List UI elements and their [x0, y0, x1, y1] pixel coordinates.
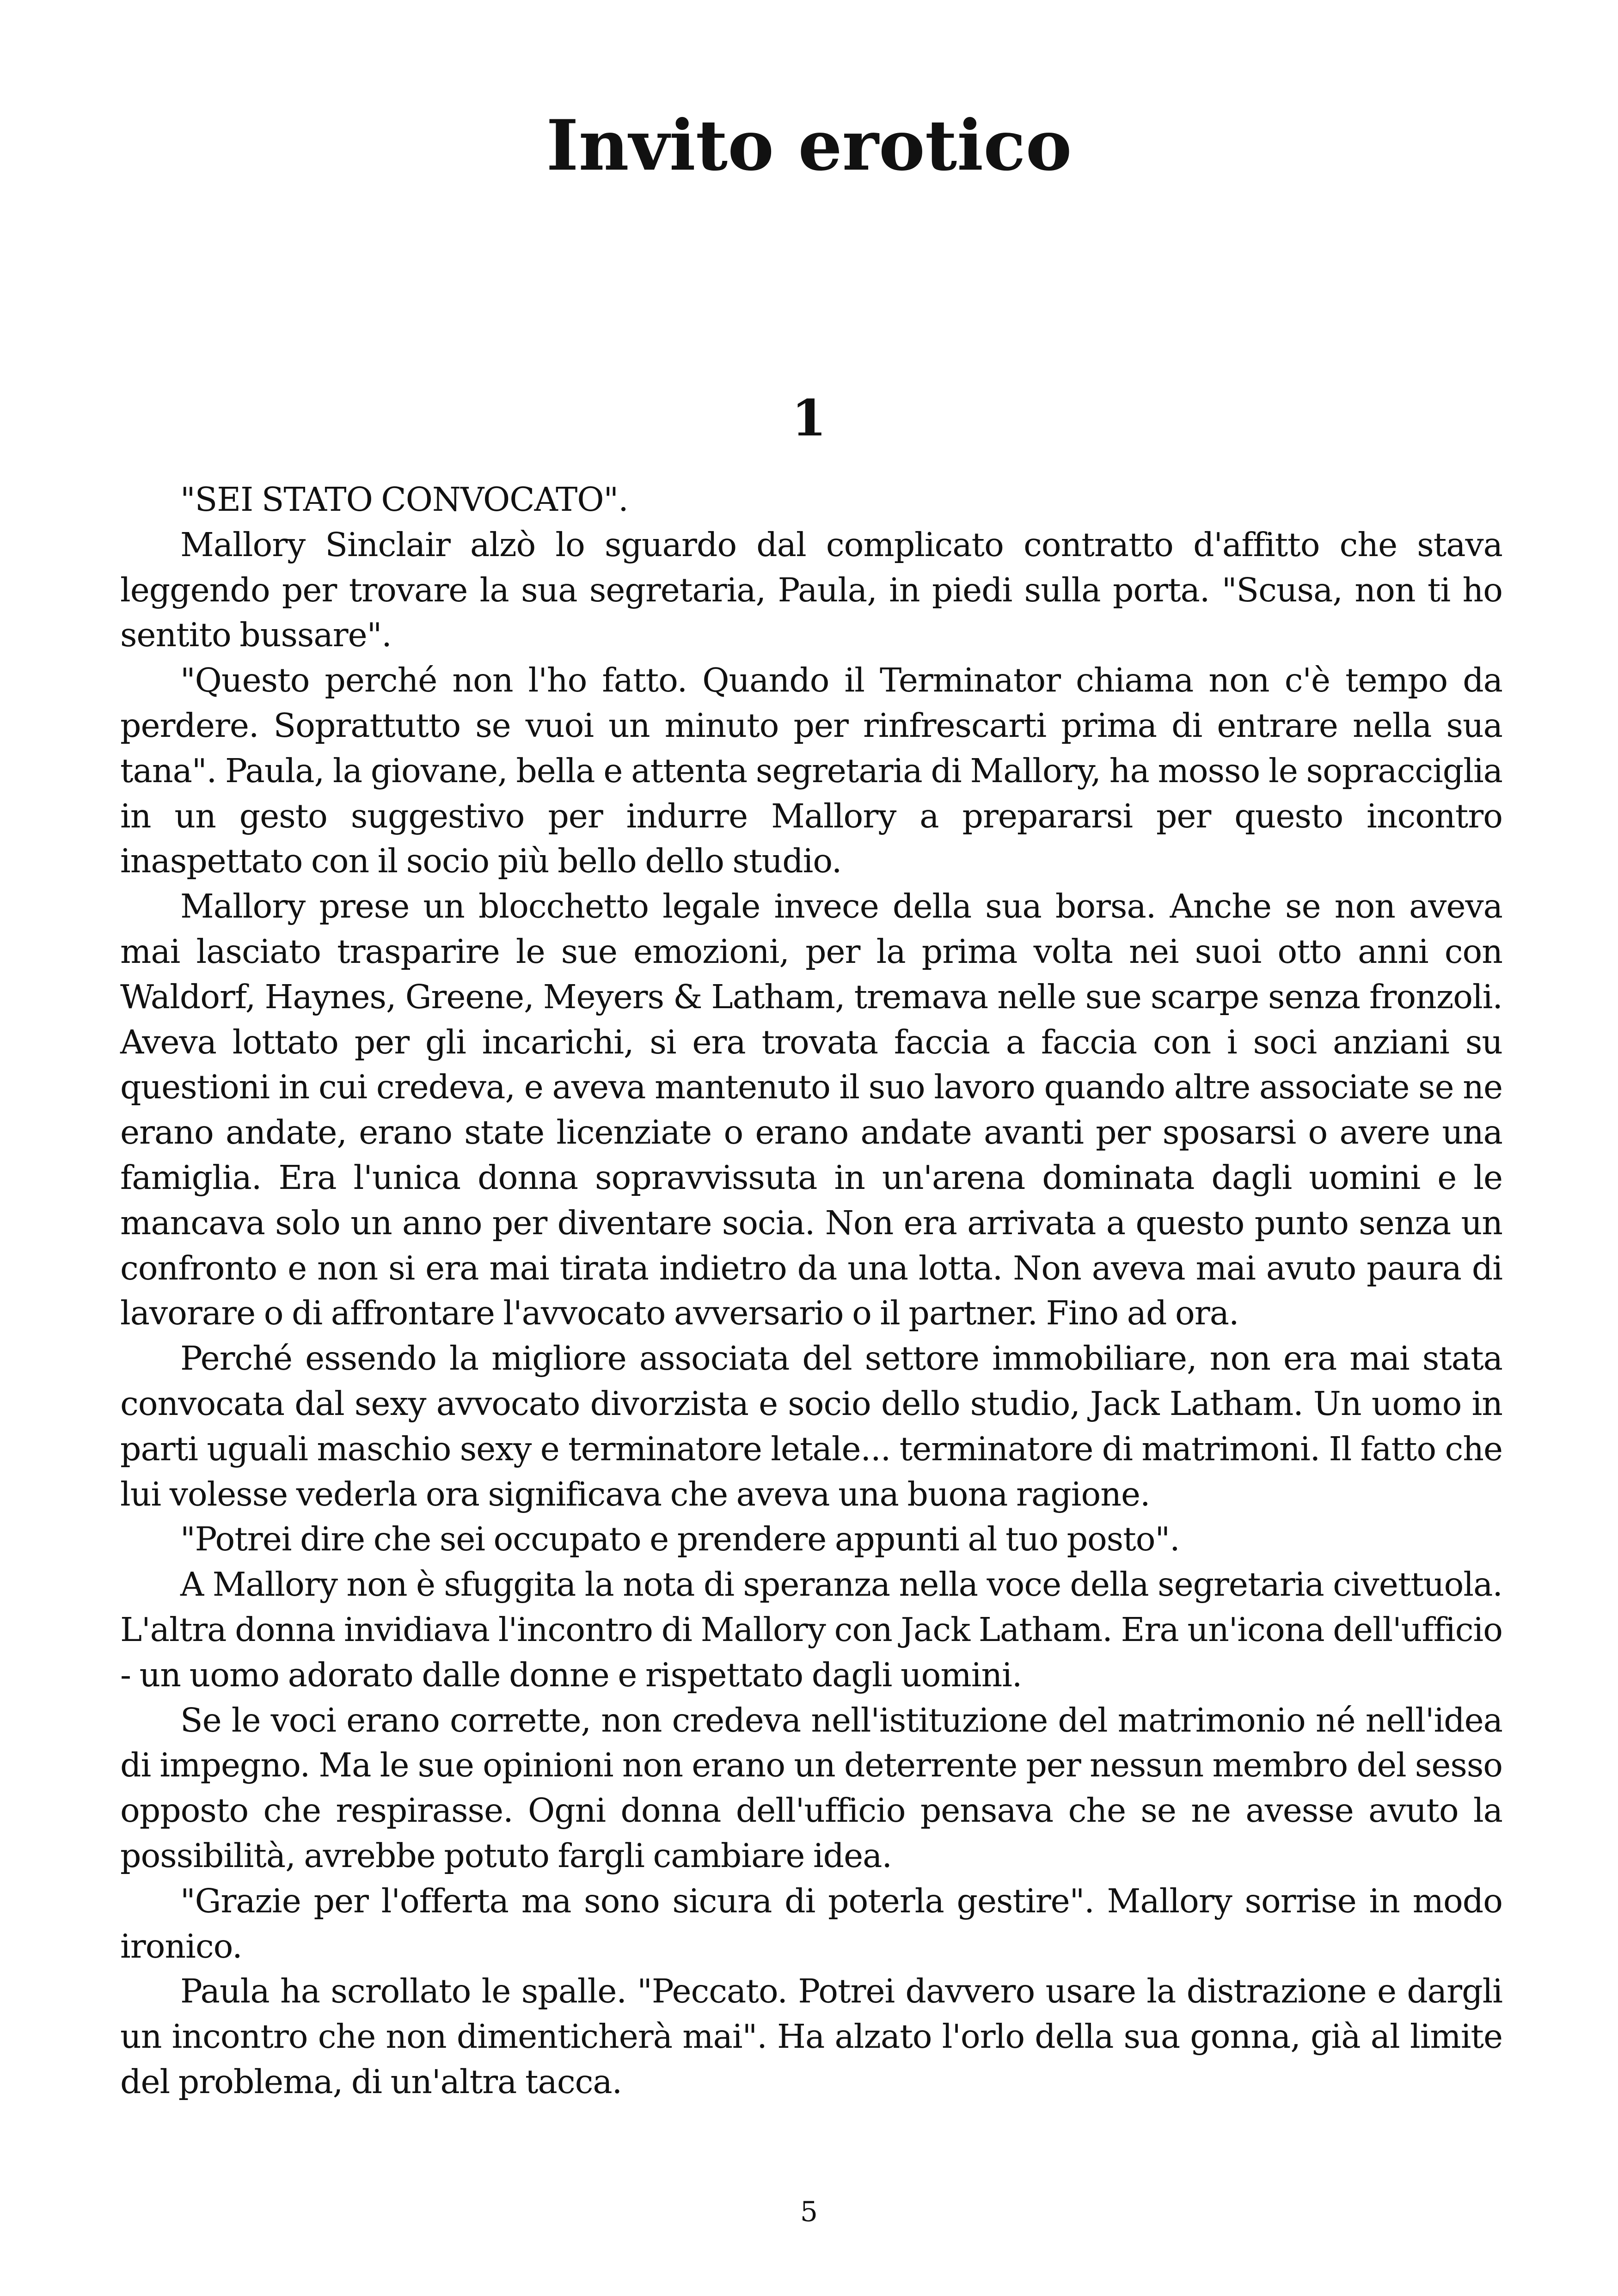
paragraph: Se le voci erano corrette, non credeva nell'istituzione del matrimonio né nell'idea di impegno. Ma le sue opinioni non erano un deterrente per nessun membro del sesso opposto che respirasse. Ogni donna dell'ufficio pensava che se ne avesse avuto la possibilità, avrebbe potuto fargli cambiare idea. [120, 1701, 1502, 1875]
paragraph: Mallory Sinclair alzò lo sguardo dal complicato contratto d'affitto che stava leggendo per trovare la sua segretaria, Paula, in piedi sulla porta. "Scusa, non ti ho sentito bussare". [120, 525, 1502, 655]
paragraph: Mallory prese un blocchetto legale invece della sua borsa. Anche se non aveva mai lasciato trasparire le sue emozioni, per la prima volta nei suoi otto anni con Waldorf, Haynes, Greene, Meyers & Latham, tremava nelle sue scarpe senza fronzoli. Aveva lottato per gli incarichi, si era trovata faccia a faccia con i soci anziani su questioni in cui credeva, e aveva mantenuto il suo lavoro quando altre associate se ne erano andate, erano state licenziate o erano andate avanti per sposarsi o avere una famiglia. Era l'unica donna sopravvissuta in un'arena dominata dagli uomini e le mancava solo un anno per diventare socia. Non era arrivata a questo punto senza un confronto e non si era mai tirata indietro da una lotta. Non aveva mai avuto paura di lavorare o di affrontare l'avvocato avversario o il partner. Fino ad ora. [120, 887, 1502, 1333]
book-title: Invito erotico [546, 105, 1072, 186]
chapter-number: 1 [791, 389, 827, 447]
paragraph: A Mallory non è sfuggita la nota di speranza nella voce della segretaria civettuola. L'altra donna invidiava l'incontro di Mallory con Jack Latham. Era un'icona dell'ufficio - un uomo adorato dalle donne e rispettato dagli uomini. [120, 1565, 1502, 1694]
paragraph: Perché essendo la migliore associata del settore immobiliare, non era mai stata convocata dal sexy avvocato divorzista e socio dello studio, Jack Latham. Un uomo in parti uguali maschio sexy e terminatore letale... terminatore di matrimoni. Il fatto che lui volesse vederla ora significava che aveva una buona ragione. [120, 1339, 1502, 1513]
paragraph: "SEI STATO CONVOCATO". [180, 480, 628, 519]
chapter-body [120, 477, 1502, 2105]
paragraph: Paula ha scrollato le spalle. "Peccato. Potrei davvero usare la distrazione e dargli un incontro che non dimenticherà mai". Ha alzato l'orlo della sua gonna, già al limite del problema, di un'altra tacca. [120, 1972, 1502, 2101]
paragraph: "Questo perché non l'ho fatto. Quando il Terminator chiama non c'è tempo da perdere. Soprattutto se vuoi un minuto per rinfrescarti prima di entrare nella sua tana". Paula, la giovane, bella e attenta segretaria di Mallory, ha mosso le sopracciglia in un gesto suggestivo per indurre Mallory a prepararsi per questo incontro inaspettato con il socio più bello dello studio. [120, 661, 1502, 881]
paragraph: "Potrei dire che sei occupato e prendere appunti al tuo posto". [180, 1520, 1180, 1559]
page-number: 5 [800, 2196, 818, 2228]
paragraph: "Grazie per l'offerta ma sono sicura di poterla gestire". Mallory sorrise in modo ironico. [120, 1881, 1502, 1965]
